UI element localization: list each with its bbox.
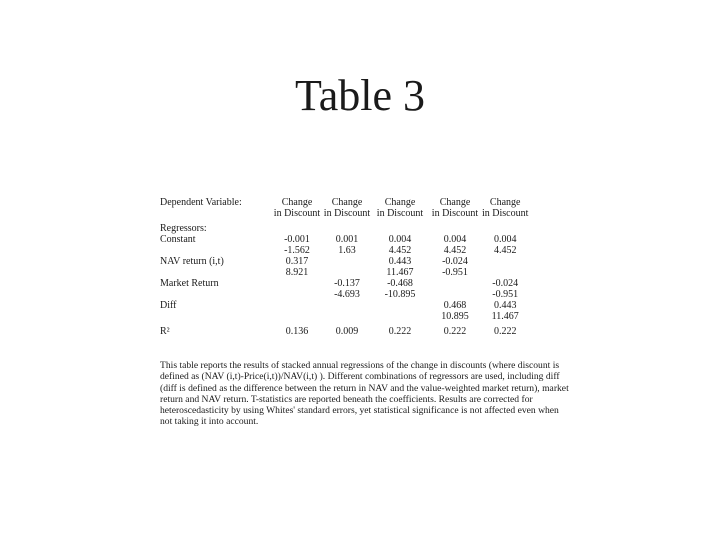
r2-row	[160, 326, 528, 337]
tstat-cell: 4.452	[443, 245, 467, 256]
tstat-cell	[322, 311, 372, 322]
r2-cell: 0.222	[388, 326, 412, 337]
table-row	[160, 278, 528, 289]
tstat-cell: -0.951	[442, 267, 468, 278]
coef-cell: 0.317	[285, 256, 309, 267]
column-header-sub: in Discount	[273, 208, 321, 219]
tstat-cell: -1.562	[284, 245, 310, 256]
tstat-row	[160, 267, 528, 278]
r2-cell: 0.222	[493, 326, 517, 337]
coef-cell: 0.001	[335, 234, 359, 245]
tstat-cell	[272, 311, 322, 322]
column-header-sub: in Discount	[376, 208, 424, 219]
tstat-row	[160, 289, 528, 300]
r2-cell: 0.222	[443, 326, 467, 337]
coef-cell	[372, 300, 428, 311]
column-header-sub: in Discount	[323, 208, 371, 219]
tstat-cell	[428, 289, 482, 300]
tstat-cell: 4.452	[388, 245, 412, 256]
dependent-variable-label: Dependent Variable:	[160, 197, 242, 208]
r2-cell: 0.009	[335, 326, 359, 337]
coef-cell: -0.468	[387, 278, 413, 289]
column-header: Change	[331, 197, 363, 208]
column-header: Change	[439, 197, 471, 208]
coef-cell	[272, 300, 322, 311]
coef-cell: -0.024	[442, 256, 468, 267]
regressors-label: Regressors:	[160, 223, 207, 234]
tstat-cell: 4.452	[493, 245, 517, 256]
tstat-cell: -10.895	[384, 289, 416, 300]
tstat-cell	[372, 311, 428, 322]
coef-cell: 0.443	[388, 256, 412, 267]
column-header-sub: in Discount	[431, 208, 479, 219]
coef-cell: 0.004	[443, 234, 467, 245]
coef-cell: 0.004	[388, 234, 412, 245]
tstat-cell: -0.951	[492, 289, 519, 300]
coef-cell: 0.004	[493, 234, 517, 245]
tstat-cell: 8.921	[285, 267, 309, 278]
tstat-cell: 10.895	[441, 311, 469, 322]
tstat-cell	[272, 289, 322, 300]
tstat-cell: 11.467	[386, 267, 414, 278]
coef-cell: 0.443	[493, 300, 517, 311]
regressors-row	[160, 223, 528, 234]
column-header: Change	[281, 197, 313, 208]
column-header: Change	[384, 197, 416, 208]
row-label: Constant	[160, 234, 196, 245]
row-label: NAV return (i,t)	[160, 256, 224, 267]
column-header-sub: in Discount	[482, 208, 529, 219]
coef-cell: -0.001	[284, 234, 310, 245]
r2-cell: 0.136	[285, 326, 309, 337]
coef-cell	[482, 256, 528, 267]
table-row	[160, 256, 528, 267]
tstat-row	[160, 245, 528, 256]
r2-label: R²	[160, 326, 170, 337]
tstat-row	[160, 311, 528, 322]
tstat-cell: 1.63	[338, 245, 356, 256]
coef-cell	[322, 300, 372, 311]
coef-cell	[272, 278, 322, 289]
table-notes: This table reports the results of stacked annual regressions of the change in discounts (where discount is defined as (NAV (i,t)-Price(i,t))/NAV(i,t) ). Different combinations of regressors are used, including diff (diff is defined as the difference between the return in NAV and the value-weighted market return), market return and NAV return. T-statistics are reported beneath the coefficients. Results are corrected for heteroscedasticity by using Whites' standard errors, yet statistical significance is not affected even when not taking it into account.	[160, 360, 569, 428]
tstat-cell: -4.693	[334, 289, 360, 300]
tstat-cell: 11.467	[491, 311, 519, 322]
coef-cell: 0.468	[443, 300, 467, 311]
regression-table-grid	[160, 197, 528, 337]
column-header: Change	[489, 197, 521, 208]
table-row	[160, 300, 528, 311]
header-row-2	[160, 208, 528, 219]
coef-cell	[428, 278, 482, 289]
regression-table	[160, 197, 570, 337]
coef-cell	[322, 256, 372, 267]
coef-cell: -0.137	[334, 278, 360, 289]
tstat-cell	[322, 267, 372, 278]
row-label: Market Return	[160, 278, 219, 289]
row-label: Diff	[160, 300, 177, 311]
coef-cell: -0.024	[492, 278, 519, 289]
table-row	[160, 234, 528, 245]
slide-title: Table 3	[294, 71, 426, 120]
tstat-cell	[482, 267, 528, 278]
header-row-1	[160, 197, 528, 208]
